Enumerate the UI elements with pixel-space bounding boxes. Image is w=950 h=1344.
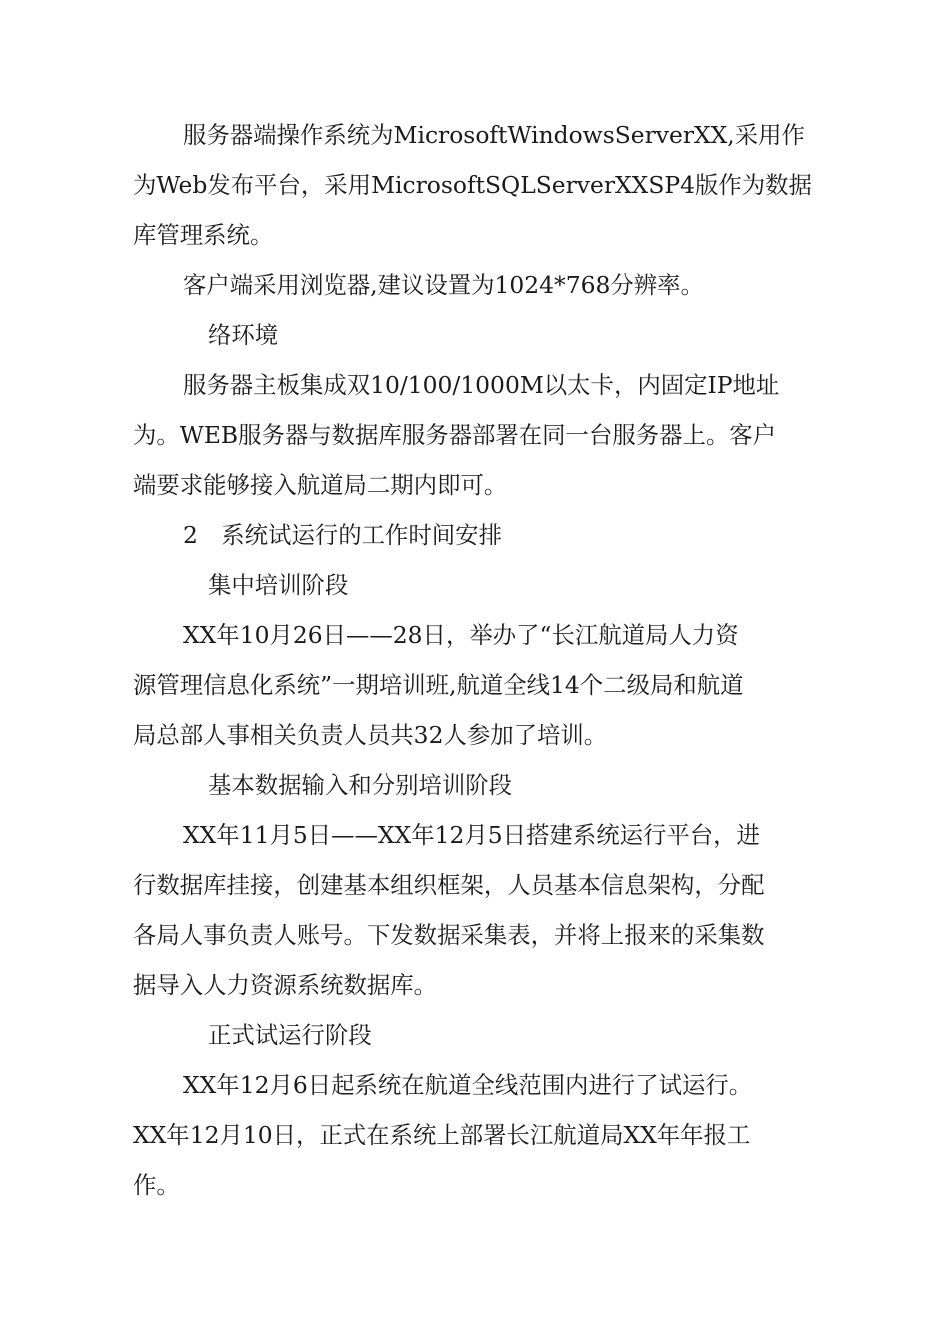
text-line: 行数据库挂接，创建基本组织框架，人员基本信息架构，分配 [133,871,765,899]
section-heading: 集中培训阶段 [208,571,349,599]
text-line: 库管理系统。 [133,221,274,249]
text-line: 源管理信息化系统”一期培训班,航道全线14个二级局和航道 [133,671,744,699]
document-body [133,110,823,1210]
text-line: XX年10月26日——28日，举办了“长江航道局人力资 [183,621,739,649]
section-heading: 正式试运行阶段 [208,1021,372,1049]
text-line: XX年12月6日起系统在航道全线范围内进行了试运行。 [183,1071,753,1099]
text-line: 客户端采用浏览器,建议设置为1024*768分辨率。 [183,271,704,299]
text-line: 各局人事负责人账号。下发数据采集表，并将上报来的采集数 [133,921,765,949]
text-line: 作。 [133,1171,180,1199]
text-line: 据导入人力资源系统数据库。 [133,971,438,999]
text-line: 为Web发布平台，采用MicrosoftSQLServerXXSP4版作为数据 [133,171,812,199]
section-heading: 2 系统试运行的工作时间安排 [183,521,502,549]
text-line: 端要求能够接入航道局二期内即可。 [133,471,508,499]
text-line: 服务器端操作系统为MicrosoftWindowsServerXX,采用作 [183,121,805,149]
section-heading: 络环境 [208,321,279,349]
text-line: 服务器主板集成双10/100/1000M以太卡，内固定IP地址 [183,371,780,399]
text-line: XX年12月10日，正式在系统上部署长江航道局XX年年报工 [133,1121,751,1149]
text-line: XX年11月5日——XX年12月5日搭建系统运行平台，进 [183,821,760,849]
text-line: 局总部人事相关负责人员共32人参加了培训。 [133,721,608,749]
section-heading: 基本数据输入和分别培训阶段 [208,771,513,799]
text-line: 为。WEB服务器与数据库服务器部署在同一台服务器上。客户 [133,421,777,449]
